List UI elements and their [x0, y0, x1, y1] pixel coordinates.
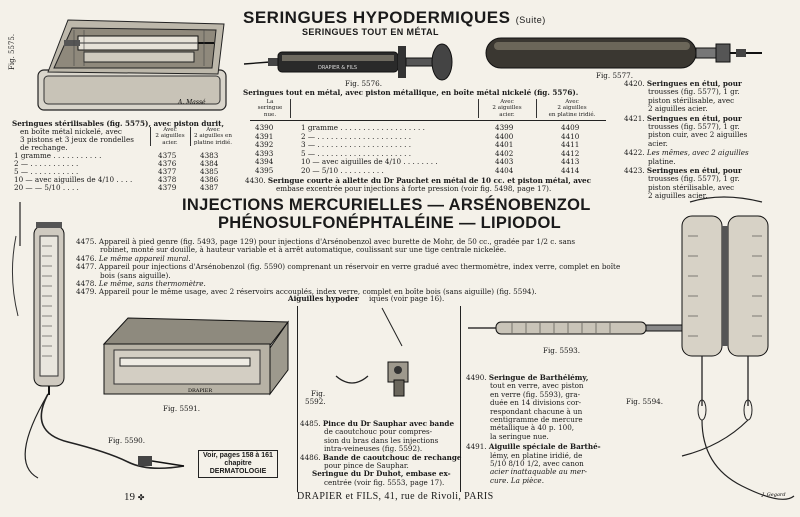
item-line: trousses (fig. 5577), 1 gr.: [648, 174, 740, 184]
middle-intro-text: Seringues tout en métal, avec piston métallique, en boîte métal nickelé (fig. 5576).: [243, 88, 579, 97]
left-col1-h2: 2 aiguilles: [155, 133, 185, 140]
item-line: piston stérilisable, avec: [648, 95, 735, 105]
row-label: 5 —: [14, 167, 29, 176]
item-line: centrée (voir fig. 5553, page 17).: [324, 477, 445, 487]
mid-col2-h3: en platine iridié.: [548, 111, 596, 118]
fleuron-icon: ✤: [137, 493, 145, 502]
vertical-rule-2: [460, 306, 461, 492]
row-label: 10 — avec aiguilles de 4/10: [14, 175, 115, 184]
mid-col2-h1: Avec: [565, 99, 579, 105]
item-line: Pince du Dr Sauphar avec bande: [322, 419, 455, 428]
row-ref-a: 4401: [495, 140, 514, 150]
row-dots: . . . . . . . . . . .: [30, 159, 79, 168]
aiguilles-line: [288, 295, 444, 303]
fig-5592-label-2: 5592.: [305, 397, 326, 406]
item-line: Appareil pour le même usage, avec 2 réservoirs accouplés, index verre, complet en boîte bois (sans aiguille) (fig. 5594).: [98, 287, 537, 297]
row-ref-a: 4400: [495, 131, 514, 141]
row-ref-a: 4378: [158, 175, 177, 184]
fig-5594-label: Fig. 5594.: [626, 397, 664, 406]
middle-col2-header: [536, 99, 607, 118]
item-line: Bande de caoutchouc de rechange: [322, 452, 462, 462]
voir-line-1: Voir, pages 158 à 161: [203, 452, 273, 459]
left-intro-line-2: en boîte métal nickelé, avec: [20, 127, 122, 136]
item-line: 5/10 8/10 1/2, avec canon: [490, 459, 584, 469]
fig-5575-label: Fig. 5575.: [8, 33, 16, 70]
row-label: 2 —: [14, 159, 29, 168]
fig-5594-signature: J. Gegard: [762, 492, 786, 498]
item-num: 4476.: [76, 253, 97, 263]
item-line: piston cuir, avec 2 aiguilles: [648, 130, 748, 140]
item-num: 4475.: [76, 237, 97, 246]
item-line: la seringue nue.: [490, 431, 549, 441]
mid-col1-h2: 2 aiguilles: [492, 105, 522, 112]
item-line: Appareil à pied genre (fig. 5493, page 129) pour injections d'Arsénobenzol avec burette de Mohr, de 50 cc., gradée par 1/2 c. sans: [98, 237, 576, 246]
item-num: 4491.: [466, 442, 487, 452]
row-ref-a: 4376: [158, 159, 177, 168]
row-dots: . . . . . . . . . . . . . . . . . . . . .: [317, 140, 412, 150]
left-col2-h3: platine iridié.: [193, 139, 233, 146]
title-suite: (Suite): [515, 15, 546, 25]
middle-price-table: [255, 124, 615, 176]
publisher-footer: DRAPIER et FILS, 41, rue de Rivoli, PARIS: [297, 491, 494, 502]
left-col1-h1: Avec: [163, 127, 177, 133]
section-title-2: PHÉNOSULFONÉPHTALÉINE — LIPIODOL: [218, 214, 561, 232]
row-ref-b: 4412: [561, 148, 580, 158]
fig-5593-label: Fig. 5593.: [543, 346, 581, 355]
page-number: [124, 491, 144, 503]
item-4420: [624, 80, 800, 114]
item-4421: [624, 115, 800, 149]
note-line-2: embase excentrée pour injections à forte pression (voir fig. 5498, page 17).: [276, 184, 552, 193]
row-ref-a: 4399: [495, 123, 514, 132]
row-ref-b: 4386: [200, 175, 219, 184]
row-label: 1 gramme: [14, 151, 52, 160]
item-num: 4479.: [76, 287, 97, 297]
section2-items: [76, 238, 676, 297]
item-line: acier.: [648, 138, 668, 148]
left-intro-line-1: Seringues stérilisables (fig. 5575), avec piston durit,: [12, 119, 224, 128]
fig-5591-stamp: DRAPIER: [188, 388, 213, 394]
item-line: intra-veineuses (fig. 5592).: [324, 444, 423, 454]
row-ref: 4394: [255, 157, 274, 167]
item-num: 4478.: [76, 279, 97, 289]
middle-col1-header: [478, 99, 535, 118]
bottom-mid-block: [300, 420, 460, 487]
item-line: piston stérilisable, avec: [648, 182, 735, 192]
row-desc: [301, 167, 384, 175]
item-line: métallique à 40 p. 100,: [490, 423, 575, 433]
row-ref-b: 4411: [561, 140, 580, 150]
item-line: Les mêmes, avec 2 aiguilles: [646, 148, 749, 158]
aiguilles-text-2: iques (voir page 16).: [369, 294, 445, 303]
item-line: Aiguille spéciale de Barthé-: [488, 442, 601, 452]
item-line: 2 aiguilles acier.: [648, 191, 708, 201]
left-col2-h2: 2 aiguilles en: [194, 133, 232, 140]
item-line: en verre (fig. 5593), gra-: [490, 389, 581, 399]
middle-table-rule: [250, 120, 606, 121]
item-line: bois (sans aiguille).: [100, 270, 171, 280]
item-line: de caoutchouc pour compres-: [324, 427, 433, 437]
item-line: cure. La pièce.: [490, 475, 544, 485]
item-num: 4423.: [624, 166, 645, 176]
item-line: acier inattaquable au mer-: [490, 467, 587, 477]
row-ref-b: 4387: [200, 183, 219, 192]
fig-5576-label: Fig. 5576.: [345, 79, 383, 88]
page-title: [243, 8, 546, 28]
section-title-1: INJECTIONS MERCURIELLES — ARSÉNOBENZOL: [182, 196, 591, 214]
row-dots: . . . . . . . . . . . . . . . . . . .: [340, 123, 425, 132]
left-intro-line-4: de rechange.: [20, 143, 68, 152]
row-ref-b: 4413: [561, 157, 580, 167]
row-dots: . . . . . . . . . . . . . . . . . . . . .: [317, 148, 412, 158]
row-ref-b: 4385: [200, 167, 219, 176]
item-line: Seringue du Dr Duhot, embase ex-: [312, 469, 451, 479]
fig-5577-label: Fig. 5577.: [596, 71, 634, 80]
row-ref-a: 4375: [158, 151, 177, 160]
left-col2-h1: Avec: [206, 127, 220, 133]
row-ref: 4390: [255, 123, 274, 132]
row-ref-b: 4384: [200, 159, 219, 168]
item-num: 4420.: [624, 79, 645, 88]
left-intro-line-3: 3 pistons et 3 jeux de rondelles: [20, 135, 134, 144]
voir-line-2: chapitre: [224, 460, 252, 467]
fig-5575-maker-text: A. Massé: [178, 99, 206, 106]
item-line: Seringues en étui, pour: [646, 113, 742, 123]
row-dots: . . . . . . . . . . . . . . . . . . . . .: [317, 131, 412, 141]
left-col1-h3: acier.: [162, 139, 178, 146]
item-line: robinet, monté sur douille, à hauteur variable et à arrêt automatique, coulissant sur une tige centrale nickelée.: [100, 245, 507, 255]
item-line: Seringues en étui, pour: [646, 166, 742, 176]
row-ref-a: 4402: [495, 148, 514, 158]
bottom-right-block: [466, 374, 616, 485]
note-num: 4430.: [245, 176, 266, 185]
item-line: Le même, sans thermomètre.: [98, 279, 206, 289]
row-ref-b: 4383: [200, 151, 219, 160]
mid-col2-h2: 2 aiguilles: [557, 105, 587, 112]
row-ref-b: 4409: [561, 123, 580, 132]
item-4422: [624, 149, 800, 166]
row-ref-b: 4410: [561, 131, 580, 141]
table-row: [14, 184, 236, 192]
item-line: platine.: [648, 156, 676, 166]
item-line: Le même appareil mural.: [98, 253, 191, 263]
row-dots: . . . . . . . . . .: [340, 165, 384, 175]
vertical-rule-1: [297, 306, 298, 492]
row-label: 1 gramme: [301, 123, 339, 132]
fig-5591-label: Fig. 5591.: [163, 404, 201, 413]
row-ref-a: 4404: [495, 165, 514, 175]
mid-col1-h1: Avec: [500, 99, 514, 105]
voir-box: [198, 450, 278, 478]
fig-5591-illustration: [98, 314, 294, 404]
row-label: 2 —: [301, 131, 316, 141]
row-label: 20 — — 5/10: [14, 183, 61, 192]
row-ref-a: 4377: [158, 167, 177, 176]
row-ref: 4391: [255, 131, 274, 141]
note-line-1: Seringue courte à allette du Dr Pauchet en métal de 10 cc. et piston métal, avec: [267, 176, 591, 185]
item-num: 4485.: [300, 419, 321, 428]
item-line: Appareil pour injections d'Arsénobenzol (fig. 5590) comprenant un réservoir en verre gradué avec thermomètre, index verre, complet en boîte: [98, 262, 621, 272]
row-dots: . . . .: [62, 183, 79, 192]
row-label: 10 — avec aiguilles de 4/10: [301, 157, 402, 167]
item-line: trousses (fig. 5577), 1 gr.: [648, 87, 740, 97]
row-dots: . . . . . . . .: [403, 157, 438, 167]
fig-5575-illustration: [28, 10, 234, 118]
item-line: Seringue de Barthélémy,: [488, 373, 589, 382]
left-col1-header: [150, 127, 189, 146]
item-line: respondant chacune à un: [490, 406, 583, 416]
row-ref: 4392: [255, 140, 274, 150]
voir-line-3: DERMATOLOGIE: [209, 468, 267, 475]
mid-col0-h1: La: [266, 99, 274, 105]
item-line: sion du bras dans les injections: [324, 435, 439, 445]
left-col2-header: [190, 127, 235, 146]
row-ref-a: 4379: [158, 183, 177, 192]
item-num: 4421.: [624, 113, 645, 123]
item-line: centigramme de mercure: [490, 415, 583, 425]
middle-intro: [243, 89, 578, 97]
fig-5590-illustration: [6, 196, 106, 396]
mid-col0-h3: nue.: [263, 111, 277, 118]
item-line: pour pince de Sauphar.: [324, 461, 409, 471]
row-dots: . . . . . . . . . . .: [30, 167, 79, 176]
item-line: duée en 14 divisions cor-: [490, 398, 582, 408]
item-line: Seringues en étui, pour: [646, 79, 742, 88]
fig-5577-illustration: [484, 32, 764, 76]
item-num: 4477.: [76, 262, 97, 272]
left-price-table: [14, 152, 236, 192]
fig-5592-label-1: Fig.: [311, 389, 326, 398]
row-label: 5 —: [301, 148, 316, 158]
item-num: 4422.: [624, 148, 645, 158]
page-number-text: 19: [124, 491, 135, 503]
title-text: SERINGUES HYPODERMIQUES: [243, 8, 511, 27]
row-label: 20 — 5/10: [301, 165, 339, 175]
fig-5594-illustration: [662, 196, 798, 500]
middle-col0-header: [250, 99, 291, 118]
item-num: 4490.: [466, 373, 487, 382]
row-ref: 4395: [255, 165, 274, 175]
fig-5576-stamp: DRAPIER & FILS: [318, 65, 358, 71]
mid-col1-h3: acier.: [499, 111, 515, 118]
aiguilles-text: Aiguilles hypoder: [288, 294, 359, 303]
row-ref-b: 4414: [561, 165, 580, 175]
row-dots: . . . . . . . . . . .: [53, 151, 102, 160]
row-ref-a: 4403: [495, 157, 514, 167]
fig-5590-label: Fig. 5590.: [108, 436, 146, 445]
item-line: lémy, en platine iridié, de: [490, 450, 583, 460]
item-line: trousses (fig. 5577), 1 gr.: [648, 122, 740, 132]
item-num: 4486.: [300, 452, 321, 462]
fig-5592-illustration: [332, 306, 428, 400]
item-line: tout en verre, avec piston: [490, 381, 584, 391]
row-label: 3 —: [301, 140, 316, 150]
right-block: [624, 80, 800, 201]
item-line: 2 aiguilles acier.: [648, 104, 708, 114]
table-row: [255, 167, 615, 176]
row-ref: 4393: [255, 148, 274, 158]
page-subtitle: SERINGUES TOUT EN MÉTAL: [302, 27, 439, 37]
fig-5576-illustration: [242, 38, 464, 84]
mid-col0-h2: seringue: [257, 105, 283, 112]
row-dots: . . . .: [116, 175, 133, 184]
